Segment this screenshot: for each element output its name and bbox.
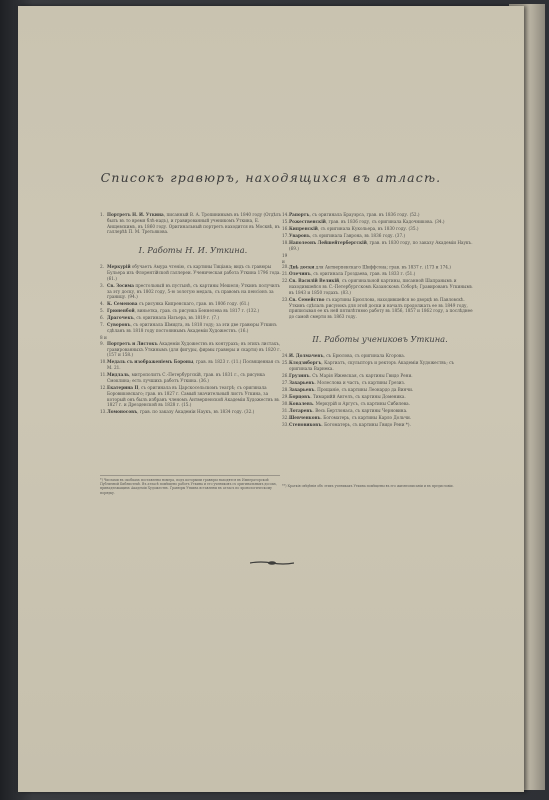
list-entry — [282, 271, 478, 277]
entry-title: Кипренскій — [289, 225, 318, 231]
intro-entry — [100, 212, 286, 235]
entry-text: . Весь Бертлонаса, съ картины Черновина. — [312, 407, 408, 413]
right-column — [282, 212, 478, 429]
section-2-list — [282, 353, 478, 427]
entry-text: , грав. въ 1836 году, съ оригинала Кадочникова. (34.) — [325, 218, 445, 224]
ornament-divider — [250, 560, 294, 566]
entry-title: Грюненбой — [107, 308, 135, 314]
list-entry — [100, 308, 286, 314]
entry-number: 10. — [100, 359, 107, 365]
entry-text: , грав. въ 1830 году, по заказу Академіи Наукъ. (69.) — [289, 239, 473, 251]
list-entry — [282, 415, 478, 421]
entry-number: 5. — [100, 308, 104, 314]
entry-title: Екатерина II — [107, 385, 139, 391]
list-entry — [282, 394, 478, 400]
list-entry — [100, 315, 286, 321]
entry-number: 18. — [282, 239, 289, 245]
left-column — [100, 212, 286, 416]
entry-number: 14. — [282, 212, 289, 217]
entry-title: Грузинъ — [289, 372, 310, 378]
list-entry — [282, 233, 478, 239]
entry-text: престольный въ пустынѣ, съ картины Мешеля; Уткинъ получилъ за эту доску, въ 1802 году, 5-ю золотую медаль, съ правомъ на пенсіонъ за границу. (94.) — [107, 282, 280, 300]
list-entry — [100, 264, 286, 281]
entry-text: , Каргиатъ, скульпторъ и ректоръ Академіи Художествъ; съ оригинала Варнека. — [289, 360, 455, 371]
entry-text: съ картины Брюллова, находившейся во дворцѣ въ Павловскѣ. Уткинъ сдѣлалъ рисунокъ для этой доски и началъ продолжать ее въ 1849 году, приписывая ее къ ней пятилѣтнюю работу въ 1856, 1857 и 1862 году, а послѣднее до самой смерти въ 1863 году. — [289, 296, 473, 320]
list-entry — [100, 335, 286, 358]
entry-title: Олечинъ — [289, 271, 311, 277]
entry-number: 23. — [282, 296, 289, 302]
entry-text: , съ оригинала Гаврона, въ 1836 году. (37.) — [309, 232, 406, 238]
entry-text: . Тимарийй Ангелъ, съ картины Доменика. — [310, 393, 406, 399]
section-heading-2: II. Работы учениковъ Уткина. — [312, 334, 448, 345]
entry-number: 27. — [282, 379, 289, 385]
entry-title: Наполеонъ Лейшейтербергскій — [289, 239, 367, 245]
entry-title: И. Долмачевъ — [289, 353, 324, 359]
entry-title: Захарьевъ — [289, 386, 315, 392]
footnote-right: **) Краткія свѣдѣнія объ этихъ ученикахъ Уткина помѣщены въ его жизнеописаніи и въ предисловіи. — [282, 484, 454, 488]
entry-title: Медаль съ изображеніемъ Бороны — [107, 359, 194, 365]
footnote-left: *) Числами въ скобкахъ поставлены номера, подъ которыми гравюры находятся въ Императорской Публичной Библиотекѣ. Въ атласѣ помѣщено работъ Уткина и его учениковъ съ оригинальныхъ досокъ, принадлежащихъ Академіи Художествъ. Гравюры Уткина вставлены въ атласъ по хронологическому порядку. — [100, 475, 280, 495]
list-entry — [100, 409, 286, 415]
list-entry — [100, 301, 286, 307]
entry-number: 4. — [100, 301, 104, 307]
entry-number: 6. — [100, 315, 104, 321]
entry-number: 7. — [100, 322, 104, 328]
entry-text: . Богоматерь, съ картины Гвидо Рени *). — [321, 421, 411, 427]
list-entry — [100, 322, 286, 334]
entry-title: Уваровъ — [289, 232, 310, 238]
entry-text: , грав. въ 1823 г. (11.) Посвященная съ М. 21. — [107, 359, 280, 371]
entry-number: 19 и 20. — [282, 252, 289, 270]
entry-text: , съ оригинала Кукольера, въ 1830 году. (35.) — [317, 225, 419, 231]
entry-title: Св. Василій Великій — [289, 278, 340, 284]
entry-title: Ковалевъ — [289, 400, 313, 406]
list-entry — [100, 359, 286, 371]
list-entry — [100, 283, 286, 300]
page-title: Списокъ гравюръ, находящихся въ атласѣ. — [100, 170, 442, 185]
list-entry — [282, 422, 478, 428]
entry-title: Ломоносовъ — [107, 409, 138, 415]
entry-title: Рожественскій — [289, 218, 326, 224]
list-entry — [282, 297, 478, 320]
entry-text: , писанный В. А. Тропининымъ въ 1840 году (Отдѣлъ былъ въ то время блѣ-надъ), и гравированный ученикомъ Уткина, Е. Анщевскимъ, въ 1860 году. Оригинальный портретъ находится въ Москвѣ, въ галлерѣѣ П. М. Третьякова. — [107, 212, 282, 235]
entry-number: 30. — [282, 400, 289, 406]
entry-text: , съ оригинала Гроздаева, грав. въ 1833 г. (51.) — [310, 271, 416, 277]
entry-title: Суворовъ — [107, 322, 131, 328]
entry-title: Мидлаль — [107, 372, 129, 378]
entry-number: 8 и 9. — [100, 335, 107, 346]
entry-title: Портретъ и Листокъ — [107, 340, 158, 346]
entry-number: 11. — [100, 372, 107, 378]
entry-text: , грав. по заказу Академіи Наукъ, въ 1834 году. (32.) — [137, 409, 255, 415]
entry-title: Стеновиковъ — [289, 421, 322, 427]
entry-title: Портретъ Н. И. Уткина — [107, 212, 164, 217]
entry-number: 15. — [282, 218, 289, 224]
list-entry — [282, 401, 478, 407]
list-entry — [282, 360, 478, 372]
entry-text: , съ оригинала Брауэрса, грав. въ 1836 году. (52.) — [309, 212, 420, 217]
entry-number: 29. — [282, 393, 289, 399]
entry-text: . Съ Марія Ижевская, съ картины Гвидо Рени. — [309, 372, 413, 378]
section-1-list — [100, 264, 286, 415]
entry-number: 24. — [282, 353, 289, 359]
entry-title: Двѣ доски — [289, 264, 315, 270]
entry-title: Шевченковъ — [289, 414, 321, 420]
entry-text: , съ оригинала Шмидта, въ 1818 году; за эти две гравюры Уткинъ сдѣланъ въ 1818 году постояннымъ Академіи Художествъ. (16.) — [107, 322, 277, 334]
entry-number: 22. — [282, 278, 289, 284]
entry-text: . Богоматерь, съ картины Карло Дольчи. — [320, 414, 412, 420]
entry-number: 17. — [282, 232, 289, 238]
entry-text: . Прощаніе, съ картины Леонардо да Винчи. — [314, 386, 414, 392]
entry-title: Клодзиборгъ — [289, 360, 322, 366]
list-entry — [282, 408, 478, 414]
entry-number: 2. — [100, 264, 104, 270]
entry-text: , съ Брюлова, съ оригинала Кгорова. — [323, 353, 406, 359]
entry-text: . Молеслова и часть, съ картины Грезиз. — [314, 379, 406, 385]
list-entry — [282, 278, 478, 295]
entry-text: , съ оригинальной картины, писанной Шапранымъ и находившейся въ С.-Петербургскомъ Казанскомъ Соборѣ; Гравированъ Уткинымъ въ 1843 и 1850 годахъ. (83.) — [289, 278, 473, 295]
entry-number: 21. — [282, 271, 289, 277]
list-entry — [282, 387, 478, 393]
entry-title: Захарьевъ — [289, 379, 315, 385]
list-entry — [100, 385, 286, 408]
entry-title: Борцовъ — [289, 393, 311, 399]
entry-number: 13. — [100, 409, 107, 415]
entry-title: Лотаревъ — [289, 407, 313, 413]
entry-title: Св. Семейство — [289, 296, 325, 302]
list-entry — [282, 373, 478, 379]
entry-number: 33. — [282, 421, 289, 427]
entry-number: 31. — [282, 407, 289, 413]
entry-text: . Меркурій и Аргусъ, съ картины Сибилева. — [312, 400, 410, 406]
list-entry — [282, 226, 478, 232]
entry-text: Академіи Художествъ въ контурахъ; въ этихъ листахъ, гравированныхъ Уткинымъ (для фигуры, фирмы гравюры и скарти) въ 1820 г. (157 и 158.) — [107, 340, 281, 358]
right-entries-list — [282, 212, 478, 320]
section-heading-1: I. Работы Н. И. Уткина. — [138, 245, 248, 256]
entry-text: для Антверпенскаго Шиффсона; грав. въ 1837 г. (173 и 174.) — [314, 264, 451, 270]
entry-text: , виньетка, грав. съ рисунка Беннелева въ 1817 г. (132.) — [134, 308, 260, 314]
entry-number: 25. — [282, 360, 289, 366]
entry-number: 16. — [282, 225, 289, 231]
entry-number: 3. — [100, 282, 104, 288]
entry-text: , митрополитъ С.-Петербургскій, грав. въ 1831 г., съ рисунка Смоклина; есть лучшихъ работъ Уткина. (36.) — [107, 372, 265, 384]
list-entry — [282, 353, 478, 359]
entry-title: Рапортъ — [289, 212, 310, 217]
entry-number: 32. — [282, 414, 289, 420]
entry-text: обучаетъ Амура чтенію, съ картины Тиціана; видъ съ гравюры Бульера изъ Флорентійской галлереи. Ученическая работа Уткина 1796 года. (61.) — [107, 264, 281, 281]
list-entry — [282, 219, 478, 225]
entry-number: 28. — [282, 386, 289, 392]
entry-title: Драгочекъ — [107, 315, 134, 321]
entry-number: 12. — [100, 385, 107, 391]
entry-title: Св. Зосима — [107, 282, 134, 288]
list-entry — [282, 212, 478, 218]
document-page — [18, 6, 524, 792]
entry-text: , съ оригинала Натьера, въ 1819 г. (7.) — [133, 315, 219, 321]
entry-number: 26. — [282, 372, 289, 378]
list-entry — [282, 380, 478, 386]
entry-text: , съ оригинала въ Царскосельскомъ театрѣ; съ оригинала Боровиковскаго; грав. въ 1827 г. Самый значительный листъ Уткина, за который онъ былъ избранъ членомъ Антверпенской Академіи Художествъ въ 1827 г. и Дрезденской въ 1828 г. (15.) — [107, 385, 280, 408]
entry-text: съ рисунка Кипренскаго, грав. въ 1806 году. (61.) — [137, 301, 250, 307]
list-entry — [282, 253, 478, 270]
list-entry — [282, 240, 478, 252]
entry-title: Меркурій — [107, 264, 131, 270]
entry-number: 1. — [100, 212, 104, 217]
entry-title: К. Семенова — [107, 301, 138, 307]
list-entry — [100, 372, 286, 384]
